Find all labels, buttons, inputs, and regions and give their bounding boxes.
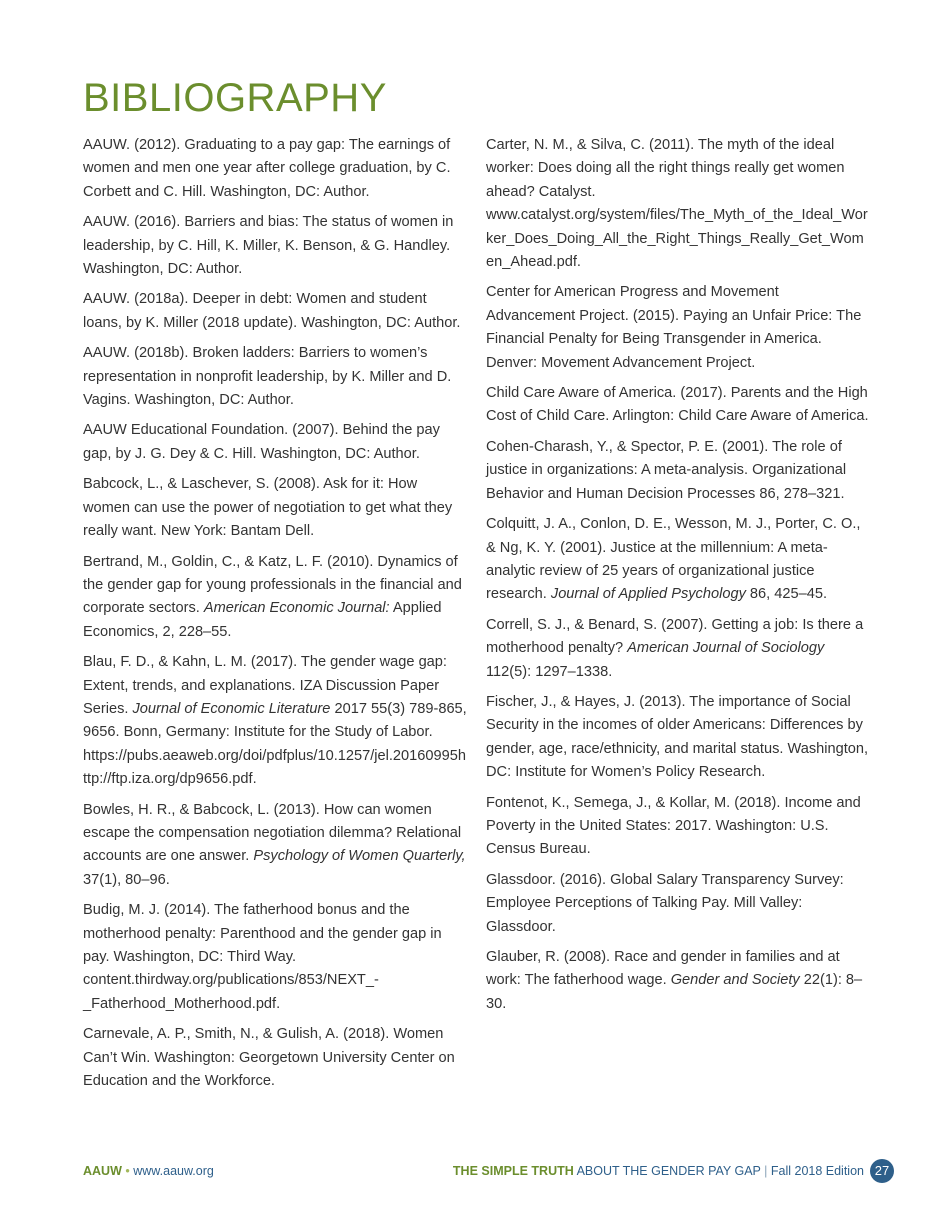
footer-right [453, 1159, 894, 1183]
page-number-badge: 27 [870, 1159, 894, 1183]
entry-text: Child Care Aware of America. (2017). Parents and the High Cost of Child Care. Arlington: Child Care Aware of America. [486, 385, 869, 425]
bibliography-entry [486, 382, 871, 429]
footer-edition: Fall 2018 Edition [770, 1164, 864, 1178]
footer-left [83, 1161, 214, 1181]
entry-text: AAUW. (2018a). Deeper in debt: Women and student loans, by K. Miller (2018 update). Washington, DC: Author. [83, 291, 461, 331]
footer-publication-bold: THE SIMPLE TRUTH [452, 1164, 574, 1178]
entry-text: Bertrand, M., Goldin, C., & Katz, L. F. (2010). Dynamics of the gender gap for young professionals in the financial and corporate sectors. [83, 553, 462, 617]
bibliography-entry [486, 946, 871, 1016]
bibliography-entry [83, 799, 468, 893]
bibliography-entry [83, 419, 468, 466]
entry-text: Fischer, J., & Hayes, J. (2013). The importance of Social Security in the incomes of older Americans: Differences by gender, age, race/ethnicity, and marital status. Washington, DC: Institute for Women’s Policy Research. [486, 693, 869, 781]
bibliography-entry [486, 281, 871, 375]
entry-text: Budig, M. J. (2014). The fatherhood bonus and the motherhood penalty: Parenthood and the gender gap in pay. Washington, DC: Third Way. content.thirdway.org/publications/853/NEXT_-_Fatherhood_Motherhood.pdf. [83, 902, 442, 1012]
entry-italic-title: Psychology of Women Quarterly, [253, 848, 466, 865]
entry-text: Correll, S. J., & Benard, S. (2007). Getting a job: Is there a motherhood penalty? [486, 616, 864, 657]
entry-italic-title: Gender and Society [670, 972, 800, 989]
bibliography-left-column [83, 134, 468, 1100]
entry-text: Carter, N. M., & Silva, C. (2011). The myth of the ideal worker: Does doing all the right things really get women ahead? Catalyst. www.catalyst.org/system/files/The_Myth_of_the_Ideal_Worker_Does_Doing_All_the_Right_Things_Really_Get_Women_Ahead.pdf. [486, 137, 868, 271]
footer-publication-rest: ABOUT THE GENDER PAY GAP [576, 1164, 761, 1178]
bibliography-entry [486, 436, 871, 506]
entry-text: Carnevale, A. P., Smith, N., & Gulish, A. (2018). Women Can’t Win. Washington: Georgetown University Center on Education and the Workforce. [83, 1026, 455, 1090]
bibliography-entry [83, 1023, 468, 1093]
entry-italic-title: American Economic Journal: [203, 600, 390, 617]
entry-text: 86, 425–45. [745, 586, 828, 603]
bibliography-entry [83, 551, 468, 645]
entry-text: Glassdoor. (2016). Global Salary Transparency Survey: Employee Perceptions of Talking Pay. Mill Valley: Glassdoor. [486, 871, 844, 935]
entry-text: AAUW. (2016). Barriers and bias: The status of women in leadership, by C. Hill, K. Miller, K. Benson, & G. Handley. Washington, DC: Author. [83, 214, 454, 278]
bibliography-entry [486, 691, 871, 785]
entry-text: Babcock, L., & Laschever, S. (2008). Ask for it: How women can use the power of negotiation to get what they really want. New York: Bantam Dell. [83, 476, 453, 540]
entry-text: Center for American Progress and Movement Advancement Project. (2015). Paying an Unfair Price: The Financial Penalty for Being Transgender in America. Denver: Movement Advancement Project. [486, 284, 862, 371]
bibliography-entry [83, 288, 468, 335]
bibliography-entry [83, 211, 468, 281]
bibliography-entry [83, 134, 468, 204]
bibliography-entry [486, 513, 871, 607]
entry-text: AAUW. (2018b). Broken ladders: Barriers to women’s representation in nonprofit leadership, by K. Miller and D. Vagins. Washington, DC: Author. [83, 345, 452, 409]
entry-text: 22(1): 8–30. [486, 972, 863, 1012]
footer-website-link[interactable]: www.aauw.org [133, 1164, 214, 1178]
bibliography-entry [486, 792, 871, 862]
entry-text: AAUW Educational Foundation. (2007). Behind the pay gap, by J. G. Dey & C. Hill. Washington, DC: Author. [83, 422, 440, 462]
entry-text: Applied Economics, 2, 228–55. [83, 600, 442, 640]
entry-text: 37(1), 80–96. [83, 871, 170, 888]
footer-divider: | [764, 1164, 768, 1178]
bibliography-entry [83, 473, 468, 543]
bibliography-right-column [486, 134, 871, 1023]
entry-italic-title: Journal of Applied Psychology [550, 586, 746, 603]
bibliography-entry [83, 651, 468, 791]
entry-text: Cohen-Charash, Y., & Spector, P. E. (2001). The role of justice in organizations: A meta-analysis. Organizational Behavior and Human Decision Processes 86, 278–321. [486, 438, 847, 502]
entry-text: Glauber, R. (2008). Race and gender in families and at work: The fatherhood wage. [486, 949, 840, 989]
entry-text: Colquitt, J. A., Conlon, D. E., Wesson, M. J., Porter, C. O., & Ng, K. Y. (2001). Justice at the millennium: A meta-analytic review of 25 years of organizational justice research. [486, 516, 861, 603]
entry-text: Fontenot, K., Semega, J., & Kollar, M. (2018). Income and Poverty in the United States: 2017. Washington: U.S. Census Bureau. [486, 794, 861, 858]
entry-text: Blau, F. D., & Kahn, L. M. (2017). The gender wage gap: Extent, trends, and explanations. IZA Discussion Paper Series. [83, 654, 447, 717]
footer-brand: AAUW [83, 1164, 122, 1178]
entry-italic-title: American Journal of Sociology [627, 640, 825, 657]
entry-text: 2017 55(3) 789-865, 9656. Bonn, Germany: Institute for the Study of Labor. https://pubs.aeaweb.org/doi/pdfplus/10.1257/jel.20160995http://ftp.iza.org/dp9656.pdf. [83, 700, 467, 788]
entry-text: 112(5): 1297–1338. [486, 663, 613, 680]
entry-italic-title: Journal of Economic Literature [132, 700, 331, 717]
bibliography-entry [83, 342, 468, 412]
bibliography-entry [486, 134, 871, 274]
page-title: BIBLIOGRAPHY [83, 76, 387, 120]
footer-separator: • [125, 1164, 130, 1178]
entry-text: Bowles, H. R., & Babcock, L. (2013). How can women escape the compensation negotiation dilemma? Relational accounts are one answer. [83, 801, 462, 865]
bibliography-entry [486, 614, 871, 684]
bibliography-entry [486, 869, 871, 939]
entry-text: AAUW. (2012). Graduating to a pay gap: The earnings of women and men one year after college graduation, by C. Corbett and C. Hill. Washington, DC: Author. [83, 137, 451, 200]
bibliography-entry [83, 899, 468, 1016]
